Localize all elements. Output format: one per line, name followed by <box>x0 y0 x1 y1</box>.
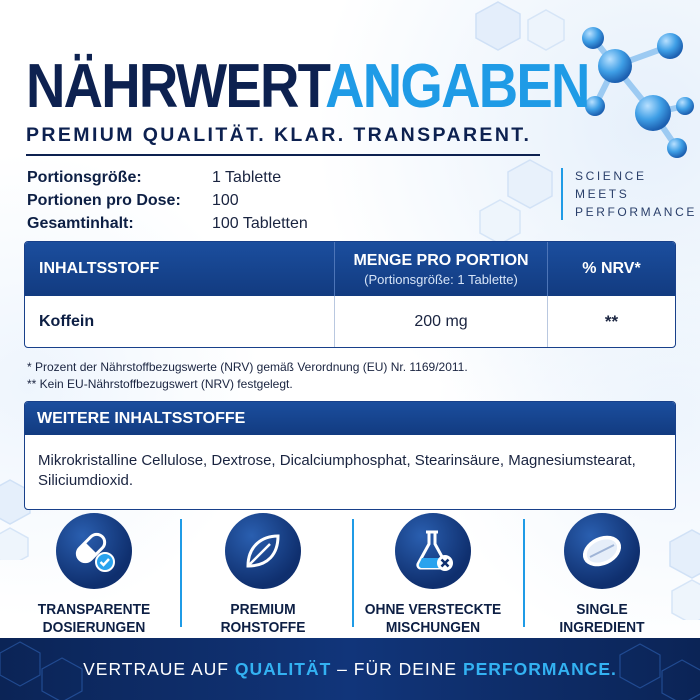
header-text: MENGE PRO PORTION <box>353 251 529 269</box>
footer-text: – FÜR DEINE <box>331 658 463 679</box>
footer-banner <box>0 638 700 700</box>
serving-info <box>27 166 308 235</box>
header-text: INHALTSSTOFF <box>39 260 160 277</box>
title-part-blue: ANGABEN <box>325 52 589 121</box>
feature-label-line: DOSIERUNGEN <box>42 619 146 636</box>
footer-text: VERTRAUE AUF <box>83 658 235 679</box>
nutrition-table <box>24 241 676 348</box>
column-header-amount <box>335 242 548 296</box>
tablet-icon <box>564 513 640 589</box>
serving-value: 1 Tablette <box>212 169 282 186</box>
feature-label-line: OHNE VERSTECKTE <box>364 601 502 618</box>
tagline-line: SCIENCE <box>575 169 647 183</box>
hexagon-decoration <box>470 150 560 250</box>
serving-row <box>27 212 308 235</box>
leaf-icon <box>225 513 301 589</box>
footnotes <box>27 359 468 393</box>
footer-highlight: PERFORMANCE. <box>462 658 617 679</box>
feature-label <box>20 601 167 637</box>
footnote: ** Kein EU-Nährstoffbezugswert (NRV) festgelegt. <box>27 377 293 391</box>
cell-amount: 200 mg <box>335 296 548 347</box>
page-title <box>26 52 589 121</box>
divider <box>26 154 540 156</box>
tagline-rule <box>561 168 563 220</box>
footer-highlight: QUALITÄT <box>234 658 332 679</box>
tagline-line: PERFORMANCE <box>575 205 697 219</box>
feature-item <box>14 513 174 637</box>
other-ingredients-heading: WEITERE INHALTSSTOFFE <box>25 402 675 435</box>
cell-nrv: ** <box>604 311 619 331</box>
serving-row <box>27 166 308 189</box>
feature-label <box>189 601 336 637</box>
feature-item <box>183 513 343 637</box>
science-tagline <box>575 167 697 221</box>
feature-row <box>0 513 700 635</box>
serving-row <box>27 189 308 212</box>
subtitle: PREMIUM QUALITÄT. KLAR. TRANSPARENT. <box>26 124 532 146</box>
tagline-line: MEETS <box>575 187 630 201</box>
feature-label-line: PREMIUM <box>230 601 296 618</box>
table-header <box>25 242 675 296</box>
feature-label <box>359 601 506 637</box>
header-subtext: (Portionsgröße: 1 Tablette) <box>364 271 518 287</box>
footer-slogan <box>83 659 617 680</box>
other-ingredients-text: Mikrokristalline Cellulose, Dextrose, Dicalciumphosphat, Stearinsäure, Magnesiumstearat, Siliciumdioxid. <box>38 452 636 489</box>
header-text: % NRV* <box>582 260 641 277</box>
divider <box>180 519 182 627</box>
serving-label: Portionen pro Dose: <box>27 192 181 209</box>
feature-label-line: SINGLE <box>576 601 628 618</box>
column-header-ingredient <box>25 242 335 296</box>
serving-label: Portionsgröße: <box>27 169 142 186</box>
feature-item <box>353 513 513 637</box>
flask-cross-icon <box>395 513 471 589</box>
other-ingredients-box <box>24 401 676 510</box>
serving-label: Gesamtinhalt: <box>27 215 134 232</box>
title-part-dark: NÄHRWERT <box>26 52 326 121</box>
serving-value: 100 <box>212 192 239 209</box>
feature-label-line: TRANSPARENTE <box>37 601 151 618</box>
capsule-check-icon <box>56 513 132 589</box>
feature-item <box>522 513 682 637</box>
column-header-nrv <box>548 242 675 296</box>
serving-value: 100 Tabletten <box>212 215 308 232</box>
feature-label <box>528 601 675 637</box>
feature-label-line: MISCHUNGEN <box>385 619 481 636</box>
feature-label-line: INGREDIENT <box>559 619 645 636</box>
cell-ingredient: Koffein <box>25 296 335 347</box>
table-row <box>25 296 675 347</box>
footnote: * Prozent der Nährstoffbezugswerte (NRV) gemäß Verordnung (EU) Nr. 1169/2011. <box>27 360 468 374</box>
feature-label-line: ROHSTOFFE <box>220 619 306 636</box>
